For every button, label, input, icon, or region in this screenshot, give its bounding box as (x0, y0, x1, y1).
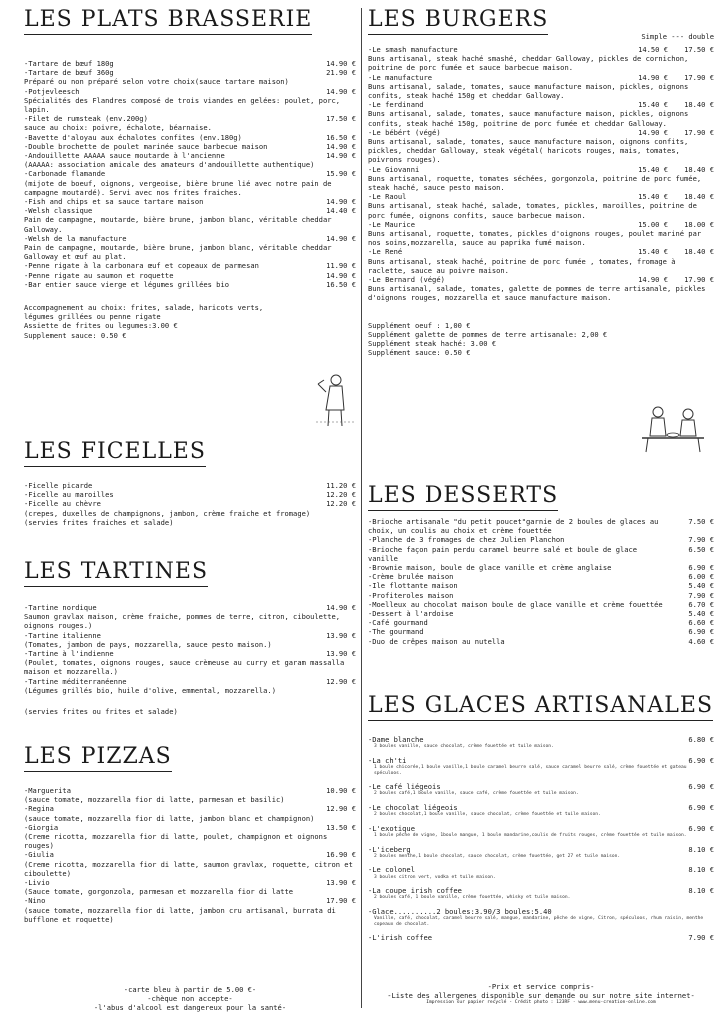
burger-price-double: 18.40 € (684, 247, 714, 257)
item-price: 6.90 € (688, 627, 714, 637)
desserts-section (368, 484, 714, 646)
glace-name: -Le café liégeois (368, 782, 441, 792)
glace-price: 6.90 € (688, 755, 714, 765)
footer-left (24, 985, 356, 1013)
menu-item (368, 637, 714, 646)
item-price: 6.00 € (688, 572, 714, 582)
item-description: (servies frites fraiches et salade) (24, 517, 174, 527)
glace-item (368, 845, 714, 854)
burger-name: -Le Bernard (végé) (368, 275, 445, 285)
item-name: -Ficelle au maroilles (24, 490, 114, 500)
menu-item (368, 627, 714, 636)
item-description: (Poulet, tomates, oignons rouges, sauce crèmeuse au curry et garam massalla maison et mozzarella.) (24, 658, 345, 677)
menu-item (24, 169, 356, 178)
footer-left-line-3: -l'abus d'alcool est dangereux pour la santé- (93, 1003, 287, 1013)
glace-detail: 3 boules vanille, sauce chocolat, crème fouettée et tuile maison. (374, 744, 554, 750)
item-price: 14.90 € (326, 603, 356, 612)
ficelles-list (24, 481, 356, 527)
item-name: -Tartine italienne (24, 630, 101, 640)
ficelles-title: LES FICELLES (24, 440, 206, 467)
item-description: (Creme ricotta, mozzarella fior di latte, poulet, champignon et oignons rouges) (24, 832, 328, 851)
menu-item (24, 142, 356, 151)
burger-name: -Le bébért (végé) (368, 127, 441, 137)
footer-left-line-2: -chèque non accepte- (147, 994, 233, 1004)
burger-name: -Le Raoul (368, 192, 407, 202)
burger-price-double: 17.50 € (684, 45, 714, 54)
menu-item (368, 572, 714, 581)
item-price: 14.40 € (326, 206, 356, 216)
burger-description: Buns artisanal, salade, tomates, galette de pommes de terre artisanale, pickles d'oignons rouges, mozzarella et sauce manufacture maison. (368, 284, 706, 303)
item-name: -Tartare de bœuf 360g (24, 68, 114, 78)
menu-item (24, 499, 356, 508)
glace-name: -L'iceberg (368, 844, 411, 854)
menu-item (368, 591, 714, 600)
menu-item (368, 618, 714, 627)
item-description: (Sauce tomate, gorgonzola, parmesan et mozzarella fior di latte (24, 887, 294, 897)
credit-line: Impression sur papier recyclé - Crédit photo : 123RF · www.menu-creation-online.com (426, 1000, 656, 1006)
ficelles-section (24, 440, 356, 527)
item-name: -Giorgia (24, 822, 59, 832)
glace-name: -Dame blanche (368, 735, 424, 744)
item-name: -Giulia (24, 850, 54, 860)
glace-price (674, 907, 714, 916)
glace-item (368, 824, 714, 833)
item-name: -Café gourmand (368, 618, 428, 628)
glace-item (368, 782, 714, 791)
item-name: -Planche de 3 fromages de chez Julien Planchon (368, 535, 565, 545)
burger-name: -Le manufacture (368, 72, 433, 82)
item-price: 13.90 € (326, 630, 356, 640)
item-name: -Marguerita (24, 786, 71, 795)
glace-name: -L'exotique (368, 823, 415, 833)
burger-price-simple: 14.90 € (638, 275, 668, 285)
item-name: -The gourmand (368, 627, 424, 637)
burger-description: Buns artisanal, salade, tomates, sauce manufacture maison, pickles, oignons confits, steak haché 150g, poitrine de porc fumée et cheddar Galloway. (368, 109, 689, 128)
item-price: 4.60 € (688, 636, 714, 646)
glace-item (368, 886, 714, 895)
menu-item (24, 677, 356, 686)
menu-item (24, 649, 356, 658)
burgers-title: LES BURGERS (368, 8, 548, 35)
glace-detail: 2 boules café,1 boule vanille, sauce café, crème fouettée et tuile maison. (374, 791, 579, 797)
menu-item (24, 271, 356, 280)
glace-detail: 2 boules menthe,1 boule chocolat, sauce chocolat, crème fouettée, get 27 et tuile maison. (374, 853, 621, 859)
menu-item (24, 878, 356, 887)
glace-name: -Glace..........2 boules:3.90/3 boules:5.40 (368, 906, 552, 916)
item-name: -Bar entier sauce vierge et légumes grillées bio (24, 279, 229, 289)
burger-supplement: Supplément steak haché: 3.00 € (368, 339, 497, 349)
item-description: (sauce tomate, mozzarella fior di latte, parmesan et basilic) (24, 795, 285, 805)
menu-item (368, 517, 714, 535)
menu-item (24, 114, 356, 123)
item-description: Pain de campagne, moutarde, bière brune, jambon blanc, véritable cheddar Galloway. (24, 215, 332, 234)
item-price: 6.60 € (688, 618, 714, 628)
item-price: 17.90 € (326, 896, 356, 906)
item-price: 7.50 € (688, 517, 714, 526)
item-price: 11.20 € (326, 481, 356, 490)
burger-price-simple: 15.40 € (638, 100, 668, 110)
item-price: 6.70 € (688, 599, 714, 609)
burger-supplement: Supplément galette de pommes de terre artisanale: 2,00 € (368, 329, 608, 339)
item-name: -Penne rigate à la carbonara œuf et copeaux de parmesan (24, 261, 259, 271)
menu-item (24, 786, 356, 795)
glace-price: 6.90 € (688, 802, 714, 812)
burger-price-double: 18.40 € (684, 192, 714, 202)
glace-name: -La coupe irish coffee (368, 886, 462, 896)
item-name: -Welsh classique (24, 206, 93, 216)
item-price: 16.90 € (326, 850, 356, 860)
glace-detail: 3 boules citron vert, vodka et tuile maison. (374, 874, 496, 880)
item-price: 5.40 € (688, 609, 714, 619)
burger-description: Buns artisanal, salade, tomates, sauce manufacture maison, oignons confits, pickles, cheddar Galloway, steak végétal( haricots rouges, mais, tomates, poivrons rouges). (368, 137, 689, 165)
plats-list (24, 59, 356, 289)
item-name: -Profiteroles maison (368, 590, 454, 600)
item-price: 12.90 € (326, 676, 356, 686)
tartines-title: LES TARTINES (24, 560, 208, 587)
burger-item (368, 275, 714, 284)
item-price: 14.90 € (326, 270, 356, 280)
burger-price-double: 18.40 € (684, 164, 714, 174)
glace-name: -Le colonel (368, 865, 415, 875)
burger-item (368, 128, 714, 137)
burger-price-simple: 14.50 € (638, 45, 668, 54)
item-description: (crepes, duxelles de champignons, jambon, crème fraiche et fromage) (24, 508, 311, 518)
menu-item (24, 133, 356, 142)
burger-description: Buns artisanal, roquette, tomates séchées, gorgonzola, poitrine de porc fumée, steak haché, sauce pesto maison. (368, 173, 702, 193)
desserts-title: LES DESSERTS (368, 484, 558, 511)
item-price: 7.90 € (688, 535, 714, 545)
menu-item (368, 609, 714, 618)
item-name: -Welsh de la manufacture (24, 233, 127, 243)
burger-item (368, 165, 714, 174)
glace-item (368, 865, 714, 874)
menu-item (368, 563, 714, 572)
burger-item (368, 45, 714, 54)
menu-item (368, 545, 714, 563)
pizzas-section (24, 745, 356, 924)
item-price: 6.90 € (688, 563, 714, 573)
menu-item (24, 823, 356, 832)
item-price: 12.20 € (326, 490, 356, 500)
burger-name: -Le smash manufacture (368, 45, 458, 54)
item-name: -Regina (24, 804, 54, 814)
desserts-list (368, 517, 714, 646)
footer-right (368, 982, 714, 1006)
item-price: 14.90 € (326, 86, 356, 96)
item-name: -Filet de rumsteak (env.200g) (24, 114, 148, 124)
menu-item (24, 804, 356, 813)
item-description: (Légumes grillés bio, huile d'olive, emmental, mozzarella.) (24, 685, 276, 695)
plats-note: Accompagnement au choix: frites, salade, haricots verts, légumes grillées ou penne rigate (24, 303, 264, 322)
item-name: -Fish and chips et sa sauce tartare maison (24, 197, 204, 207)
glace-detail: Vanille, café, chocolat, caramel beurre salé, mangue, mandarine, pêche de vigne, Citron, spéculoos, rhum raisin, menthe copeaux de chocolat. (374, 916, 704, 927)
item-price: 10.90 € (326, 786, 356, 795)
burger-name: -Le ferdinand (368, 100, 424, 110)
item-name: -Brioche artisanale "du petit poucet"garnie de 2 boules de glaces au choix, un coulis au choix et crème fouettée (368, 517, 659, 536)
glace-price: 6.90 € (688, 823, 714, 833)
burger-price-simple: 15.40 € (638, 164, 668, 174)
item-name: -Tartine nordique (24, 603, 97, 612)
item-name: -Penne rigate au saumon et roquette (24, 270, 174, 280)
plats-notes (24, 303, 294, 340)
burger-name: -Le René (368, 247, 403, 257)
plats-section (24, 8, 356, 340)
menu-item (24, 234, 356, 243)
column-divider (361, 8, 362, 1008)
menu-item (24, 68, 356, 77)
item-description: (Creme ricotta, mozzarella fior di latte, saumon gravlax, roquette, citron et ciboulette) (24, 859, 353, 878)
menu-item (24, 481, 356, 490)
menu-item (24, 87, 356, 96)
burger-price-double: 17.90 € (684, 127, 714, 137)
menu-item (24, 197, 356, 206)
plats-note: Supplement sauce: 0.50 € (24, 330, 127, 340)
item-description: (Tomates, jambon de pays, mozzarella, sauce pesto maison.) (24, 639, 272, 649)
item-price: 14.90 € (326, 141, 356, 151)
item-name: -Ficelle au chèvre (24, 499, 101, 509)
item-price: 5.40 € (688, 581, 714, 591)
item-price: 13.50 € (326, 822, 356, 832)
tartines-list (24, 603, 356, 695)
glace-item (368, 803, 714, 812)
item-name: -Ficelle picarde (24, 481, 93, 490)
burger-description: Buns artisanal, steak haché, poitrine de porc fumée , tomates, fromage à raclette, sauce au poivre maison. (368, 256, 676, 275)
menu-item (368, 600, 714, 609)
burger-description: Buns artisanal, salade, tomates, sauce manufacture maison, pickles, oignons confits, steak haché 150g et cheddar Galloway. (368, 81, 689, 101)
burger-price-simple: 15.00 € (638, 219, 668, 229)
glace-item (368, 907, 714, 916)
plats-note: Assiette de frites ou legumes:3.00 € (24, 321, 178, 331)
glace-price: 8.10 € (688, 865, 714, 875)
item-name: -Carbonade flamande (24, 169, 106, 179)
item-description: Saumon gravlax maison, crème fraiche, pommes de terre, citron, ciboulette, oignons rouges.) (24, 612, 341, 631)
item-price: 14.90 € (326, 197, 356, 207)
glace-name: -La ch'ti (368, 755, 407, 765)
menu-item (24, 59, 356, 68)
footer-right-line-1: -Prix et service compris- (487, 982, 595, 991)
menu-item (368, 581, 714, 590)
item-name: -Nino (24, 896, 46, 906)
glaces-title: LES GLACES ARTISANALES (368, 694, 713, 721)
burgers-price-header: Simple --- double (641, 32, 714, 41)
menu-item (24, 631, 356, 640)
burger-price-double: 17.90 € (684, 72, 714, 82)
glace-price: 6.80 € (688, 735, 714, 744)
menu-item (24, 151, 356, 160)
burger-supplement: Supplément oeuf : 1,00 € (368, 320, 471, 330)
item-description: Spécialités des Flandres composé de trois viandes en gelées: poulet, porc, lapin. (24, 95, 341, 115)
item-description: (sauce tomate, mozzarella fior di latte, jambon cru artisanal, burrata di bufflone et roquette) (24, 905, 336, 924)
menu-item (24, 603, 356, 612)
glaces-list (368, 735, 714, 949)
item-name: -Brownie maison, boule de glace vanille et crème anglaise (368, 563, 612, 573)
item-name: -Andouillette AAAAA sauce moutarde à l'ancienne (24, 151, 225, 161)
item-name: -Dessert à l'ardoise (368, 609, 454, 619)
glace-price: 8.10 € (688, 844, 714, 854)
burger-price-simple: 14.90 € (638, 127, 668, 137)
item-price: 21.90 € (326, 68, 356, 78)
burger-price-double: 18.40 € (684, 100, 714, 110)
item-price: 14.90 € (326, 59, 356, 68)
tartines-note: (servies frites ou frites et salade) (24, 707, 178, 717)
item-name: -Duo de crêpes maison au nutella (368, 636, 505, 646)
pizzas-title: LES PIZZAS (24, 745, 172, 772)
waiter-illustration (314, 370, 358, 430)
item-price: 16.50 € (326, 132, 356, 142)
item-price: 12.90 € (326, 804, 356, 814)
menu-item (24, 261, 356, 270)
burger-item (368, 192, 714, 201)
item-description: (AAAAA: association amicale des amateurs d'andouillette authentique) (24, 160, 315, 170)
glace-item (368, 735, 714, 744)
footer-left-line-1: -carte bleu à partir de 5.00 €- (123, 985, 257, 994)
item-price: 16.50 € (326, 279, 356, 289)
item-name: -Bavette d'aloyau aux échalotes confites (env.180g) (24, 132, 242, 142)
burger-item (368, 220, 714, 229)
item-name: -Crème brulée maison (368, 572, 454, 582)
glace-name: -L'irish coffee (368, 933, 433, 943)
burger-price-simple: 15.40 € (638, 247, 668, 257)
burger-description: Buns artisanal, roquette, tomates, pickles d'oignons rouges, poulet mariné par nos soins,mozzarella, sauce au paprika fumé maison. (368, 229, 702, 248)
item-price: 17.50 € (326, 114, 356, 124)
item-name: -Potjevleesch (24, 86, 80, 96)
item-name: -Livio (24, 878, 50, 888)
item-description: Préparé ou non préparé selon votre choix(sauce tartare maison) (24, 77, 289, 87)
item-price: 14.90 € (326, 151, 356, 161)
menu-item (368, 535, 714, 544)
pizzas-list (24, 786, 356, 924)
menu-item (24, 206, 356, 215)
burgers-supplements (368, 321, 714, 358)
glace-detail: 1 boule pêche de vigne, 1boule mangue, 1 boule mandarine,coulis de fruits rouges, crème fouettée et tuile maison. (374, 832, 687, 838)
glace-item (368, 756, 714, 765)
burger-item (368, 247, 714, 256)
item-description: (sauce tomate, mozzarella fior di latte, jambon blanc et champignon) (24, 813, 315, 823)
item-name: -Moelleux au chocolat maison boule de glace vanille et crème fouettée (368, 599, 663, 609)
diners-illustration (638, 402, 708, 454)
glace-item (368, 933, 714, 942)
item-name: -Tartine à l'indienne (24, 649, 114, 659)
item-name: -Ile flottante maison (368, 581, 458, 591)
item-price: 12.20 € (326, 499, 356, 509)
burger-description: Buns artisanal, steak haché smashé, cheddar Galloway, pickles de cornichon, poitrine de porc fumée et sauce barbecue maison. (368, 54, 689, 73)
glaces-section (368, 694, 714, 949)
glace-price: 7.90 € (688, 933, 714, 943)
item-price: 13.90 € (326, 878, 356, 888)
item-price: 11.90 € (326, 261, 356, 271)
burger-name: -Le Giovanni (368, 164, 420, 174)
menu-item (24, 280, 356, 289)
burger-supplement: Supplément sauce: 0.50 € (368, 348, 471, 358)
item-price: 14.90 € (326, 233, 356, 243)
footer-right-line-2: -Liste des allergenes disponible sur demande ou sur notre site internet- (387, 991, 695, 1001)
burger-name: -Le Maurice (368, 219, 415, 229)
burger-price-simple: 14.90 € (638, 72, 668, 82)
item-description: sauce au choix: poivre, échalote, béarnaise. (24, 123, 212, 133)
burger-description: Buns artisanal, steak haché, salade, tomates, pickles, maroilles, poitrine de porc fumée, oignons confits, sauce barbecue maison. (368, 201, 697, 220)
burger-price-simple: 15.40 € (638, 192, 668, 202)
item-price: 7.90 € (688, 590, 714, 600)
burger-item (368, 100, 714, 109)
glace-detail: 2 boules chocolat,1 boule vanille, sauce chocolat, crème fouettée et tuile maison. (374, 812, 601, 818)
plats-title: LES PLATS BRASSERIE (24, 8, 312, 35)
item-name: -Tartine méditerranéenne (24, 676, 127, 686)
item-price: 13.90 € (326, 649, 356, 659)
glace-detail: 2 boules café, 1 boule vanille, crème fouettée, whisky et tuile maison. (374, 895, 571, 901)
menu-item (24, 490, 356, 499)
item-name: -Double brochette de poulet marinée sauce barbecue maison (24, 141, 268, 151)
item-description: Pain de campagne, moutarde, bière brune, jambon blanc, véritable cheddar Galloway et œuf au plat. (24, 243, 332, 262)
glace-detail: 1 boule chicorée,1 boule vanille,1 boule caramel beurre salé, sauce caramel beurre salé, crème fouettée et gateau spéculoos. (374, 765, 687, 776)
burger-price-double: 17.90 € (684, 275, 714, 285)
item-price: 15.90 € (326, 169, 356, 179)
burgers-section (368, 8, 714, 358)
item-name: -Tartare de bœuf 180g (24, 59, 114, 68)
burger-item (368, 73, 714, 82)
burgers-list (368, 45, 714, 303)
item-description: (mijote de boeuf, oignons, vergeoise, bière brune lié avec notre pain de campagne moutardé). Servi avec nos frites fraiches. (24, 178, 332, 197)
item-name: -Brioche façon pain perdu caramel beurre salé et boule de glace vanille (368, 544, 638, 563)
menu-item (24, 850, 356, 859)
tartines-section (24, 560, 356, 716)
glace-price: 8.10 € (688, 886, 714, 896)
menu-item (24, 896, 356, 905)
glace-name: -Le chocolat liégeois (368, 802, 458, 812)
burger-price-double: 18.00 € (684, 219, 714, 229)
item-price: 6.50 € (688, 544, 714, 554)
glace-price: 6.90 € (688, 782, 714, 792)
